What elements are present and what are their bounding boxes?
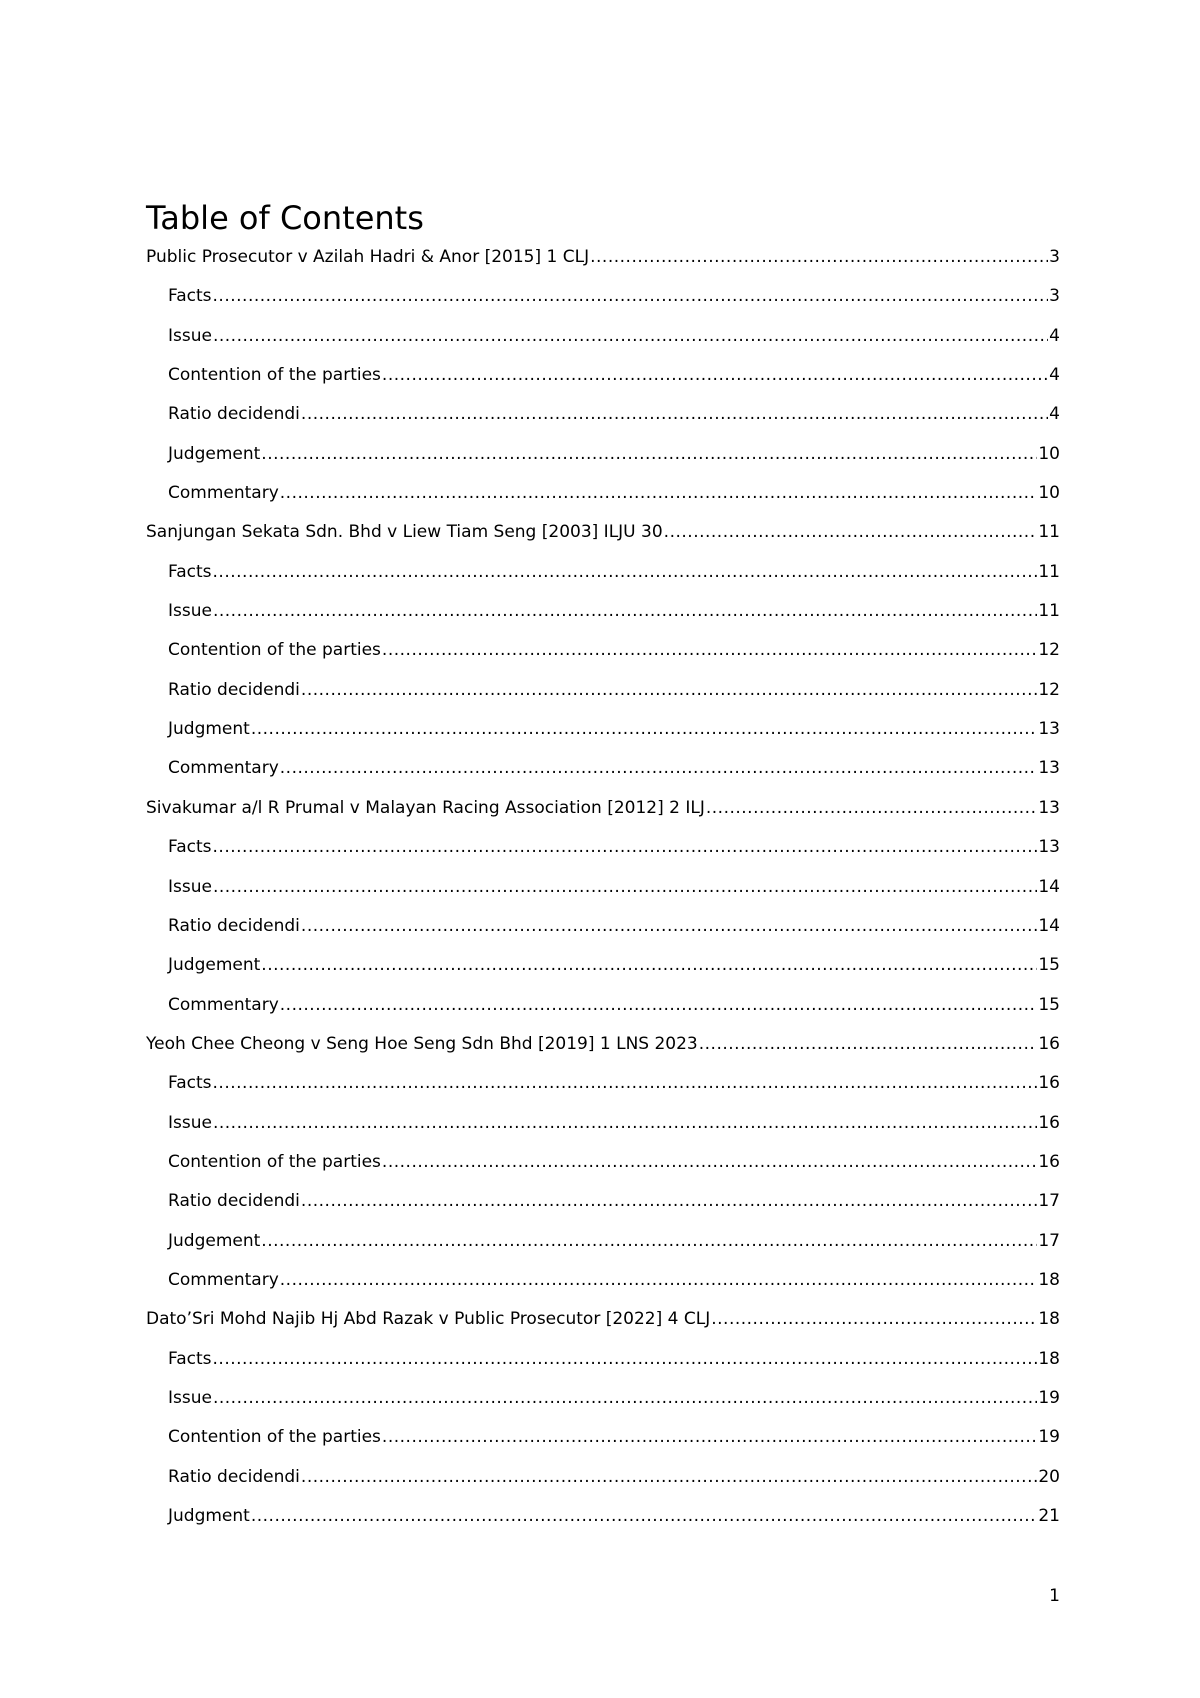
toc-entry-label: Issue bbox=[168, 876, 212, 897]
toc-entry-judgement[interactable] bbox=[146, 435, 1060, 474]
toc-entry-page: 19 bbox=[1038, 1427, 1060, 1448]
toc-entry-label: Yeoh Chee Cheong v Seng Hoe Seng Sdn Bhd [2019] 1 LNS 2023 bbox=[146, 1033, 698, 1054]
toc-entry-page: 16 bbox=[1038, 1033, 1060, 1054]
toc-entry-ratio[interactable] bbox=[146, 395, 1060, 434]
toc-entry-judgement[interactable] bbox=[146, 1222, 1060, 1261]
toc-entry-page: 10 bbox=[1038, 443, 1060, 464]
toc-entry-label: Judgement bbox=[168, 955, 261, 976]
toc-entry-label: Judgement bbox=[168, 443, 261, 464]
toc-entry-page: 15 bbox=[1038, 994, 1060, 1015]
toc-entry-label: Facts bbox=[168, 1073, 212, 1094]
dot-leader bbox=[213, 553, 1038, 592]
toc-entry-issue[interactable] bbox=[146, 592, 1060, 631]
dot-leader bbox=[213, 1379, 1037, 1418]
toc-entry-page: 16 bbox=[1038, 1112, 1060, 1133]
dot-leader bbox=[213, 592, 1037, 631]
toc-entry-page: 15 bbox=[1038, 955, 1060, 976]
toc-entry-issue[interactable] bbox=[146, 1379, 1060, 1418]
toc-entry-label: Judgment bbox=[168, 719, 250, 740]
toc-entry-label: Contention of the parties bbox=[168, 1151, 381, 1172]
dot-leader bbox=[664, 513, 1038, 552]
toc-entry-label: Sanjungan Sekata Sdn. Bhd v Liew Tiam Seng [2003] ILJU 30 bbox=[146, 522, 663, 543]
toc-entry-page: 19 bbox=[1038, 1387, 1060, 1408]
dot-leader bbox=[301, 1458, 1037, 1497]
dot-leader bbox=[213, 868, 1037, 907]
toc-entry-label: Commentary bbox=[168, 758, 279, 779]
toc-entry-judgement[interactable] bbox=[146, 946, 1060, 985]
toc-entry-page: 4 bbox=[1049, 365, 1060, 386]
toc-entry-label: Judgment bbox=[168, 1506, 250, 1526]
toc-entry-label: Contention of the parties bbox=[168, 1427, 381, 1448]
dot-leader bbox=[706, 789, 1038, 828]
toc-entry-page: 21 bbox=[1038, 1506, 1060, 1526]
toc-entry-page: 4 bbox=[1049, 325, 1060, 346]
toc-entry-page: 11 bbox=[1038, 522, 1060, 543]
toc-entry-judgment[interactable] bbox=[146, 710, 1060, 749]
toc-entry-label: Commentary bbox=[168, 994, 279, 1015]
dot-leader bbox=[382, 356, 1048, 395]
toc-entry-contention[interactable] bbox=[146, 1418, 1060, 1457]
toc-entry-page: 18 bbox=[1038, 1309, 1060, 1330]
toc-entry-case-yeoh[interactable] bbox=[146, 1025, 1060, 1064]
toc-entry-page: 17 bbox=[1038, 1191, 1060, 1212]
toc-entry-commentary[interactable] bbox=[146, 474, 1060, 513]
toc-entry-issue[interactable] bbox=[146, 317, 1060, 356]
toc-entry-label: Sivakumar a/l R Prumal v Malayan Racing Association [2012] 2 ILJ bbox=[146, 797, 705, 818]
toc-entry-label: Ratio decidendi bbox=[168, 404, 300, 425]
toc-entry-contention[interactable] bbox=[146, 1143, 1060, 1182]
toc-entry-label: Facts bbox=[168, 286, 212, 307]
toc-entry-page: 14 bbox=[1038, 915, 1060, 936]
toc-entry-label: Issue bbox=[168, 1387, 212, 1408]
toc-entry-label: Ratio decidendi bbox=[168, 1466, 300, 1487]
dot-leader bbox=[699, 1025, 1038, 1064]
toc-entry-contention[interactable] bbox=[146, 631, 1060, 670]
dot-leader bbox=[280, 474, 1038, 513]
toc-entry-facts[interactable] bbox=[146, 1064, 1060, 1103]
toc-entry-contention[interactable] bbox=[146, 356, 1060, 395]
toc-entry-case-azilah[interactable] bbox=[146, 238, 1060, 277]
toc-entry-judgment[interactable] bbox=[146, 1497, 1060, 1536]
toc-entry-facts[interactable] bbox=[146, 828, 1060, 867]
dot-leader bbox=[280, 749, 1038, 788]
toc-entry-ratio[interactable] bbox=[146, 907, 1060, 946]
toc-entry-page: 17 bbox=[1038, 1230, 1060, 1251]
toc-entry-label: Facts bbox=[168, 1348, 212, 1369]
toc-entry-facts[interactable] bbox=[146, 1340, 1060, 1379]
dot-leader bbox=[213, 1064, 1038, 1103]
dot-leader bbox=[261, 435, 1037, 474]
toc-entry-page: 13 bbox=[1038, 719, 1060, 740]
toc-entry-page: 16 bbox=[1038, 1073, 1060, 1094]
toc-entry-page: 12 bbox=[1038, 679, 1060, 700]
toc-entry-facts[interactable] bbox=[146, 553, 1060, 592]
toc-entry-page: 18 bbox=[1038, 1269, 1060, 1290]
dot-leader bbox=[301, 907, 1037, 946]
toc-entry-label: Ratio decidendi bbox=[168, 1191, 300, 1212]
toc-entry-commentary[interactable] bbox=[146, 749, 1060, 788]
dot-leader bbox=[213, 1104, 1037, 1143]
dot-leader bbox=[382, 1143, 1037, 1182]
toc-entry-page: 3 bbox=[1049, 286, 1060, 307]
toc-entry-issue[interactable] bbox=[146, 868, 1060, 907]
toc-entry-page: 4 bbox=[1049, 404, 1060, 425]
dot-leader bbox=[261, 946, 1037, 985]
toc-entry-page: 18 bbox=[1038, 1348, 1060, 1369]
toc-entry-issue[interactable] bbox=[146, 1104, 1060, 1143]
page-number: 1 bbox=[1049, 1586, 1060, 1606]
toc-entry-page: 11 bbox=[1038, 601, 1060, 622]
toc-entry-page: 14 bbox=[1038, 876, 1060, 897]
toc-entry-label: Public Prosecutor v Azilah Hadri & Anor [2015] 1 CLJ bbox=[146, 247, 590, 267]
dot-leader bbox=[213, 317, 1048, 356]
toc-entry-page: 13 bbox=[1038, 837, 1060, 858]
toc-entry-page: 10 bbox=[1038, 483, 1060, 504]
dot-leader bbox=[213, 277, 1049, 316]
dot-leader bbox=[280, 1261, 1038, 1300]
toc-list bbox=[146, 238, 1060, 1536]
toc-entry-case-najib[interactable] bbox=[146, 1300, 1060, 1339]
toc-entry-label: Judgement bbox=[168, 1230, 261, 1251]
toc-entry-label: Facts bbox=[168, 561, 212, 582]
dot-leader bbox=[301, 1182, 1037, 1221]
toc-entry-label: Commentary bbox=[168, 483, 279, 504]
toc-entry-label: Ratio decidendi bbox=[168, 915, 300, 936]
toc-entry-page: 11 bbox=[1038, 561, 1060, 582]
toc-entry-page: 20 bbox=[1038, 1466, 1060, 1487]
dot-leader bbox=[251, 1497, 1038, 1536]
toc-entry-commentary[interactable] bbox=[146, 986, 1060, 1025]
toc-entry-label: Contention of the parties bbox=[168, 365, 381, 386]
toc-entry-facts[interactable] bbox=[146, 277, 1060, 316]
dot-leader bbox=[382, 631, 1037, 670]
toc-entry-label: Ratio decidendi bbox=[168, 679, 300, 700]
toc-entry-page: 12 bbox=[1038, 640, 1060, 661]
dot-leader bbox=[382, 1418, 1037, 1457]
toc-title: Table of Contents bbox=[146, 199, 424, 237]
toc-entry-ratio[interactable] bbox=[146, 1182, 1060, 1221]
toc-entry-case-sivakumar[interactable] bbox=[146, 789, 1060, 828]
toc-entry-ratio[interactable] bbox=[146, 671, 1060, 710]
toc-entry-label: Facts bbox=[168, 837, 212, 858]
dot-leader bbox=[261, 1222, 1037, 1261]
toc-entry-label: Issue bbox=[168, 325, 212, 346]
toc-entry-case-sanjungan[interactable] bbox=[146, 513, 1060, 552]
toc-entry-page: 16 bbox=[1038, 1151, 1060, 1172]
toc-entry-label: Contention of the parties bbox=[168, 640, 381, 661]
toc-entry-ratio[interactable] bbox=[146, 1458, 1060, 1497]
toc-entry-commentary[interactable] bbox=[146, 1261, 1060, 1300]
dot-leader bbox=[711, 1300, 1037, 1339]
dot-leader bbox=[213, 828, 1038, 867]
dot-leader bbox=[301, 671, 1037, 710]
toc-entry-label: Dato’Sri Mohd Najib Hj Abd Razak v Public Prosecutor [2022] 4 CLJ bbox=[146, 1309, 711, 1330]
dot-leader bbox=[213, 1340, 1038, 1379]
toc-entry-label: Commentary bbox=[168, 1269, 279, 1290]
toc-entry-label: Issue bbox=[168, 1112, 212, 1133]
toc-entry-page: 13 bbox=[1038, 758, 1060, 779]
dot-leader bbox=[301, 395, 1048, 434]
toc-entry-page: 3 bbox=[1049, 247, 1060, 267]
dot-leader bbox=[280, 986, 1038, 1025]
dot-leader bbox=[590, 238, 1048, 277]
toc-entry-label: Issue bbox=[168, 601, 212, 622]
dot-leader bbox=[251, 710, 1038, 749]
toc-entry-page: 13 bbox=[1038, 797, 1060, 818]
